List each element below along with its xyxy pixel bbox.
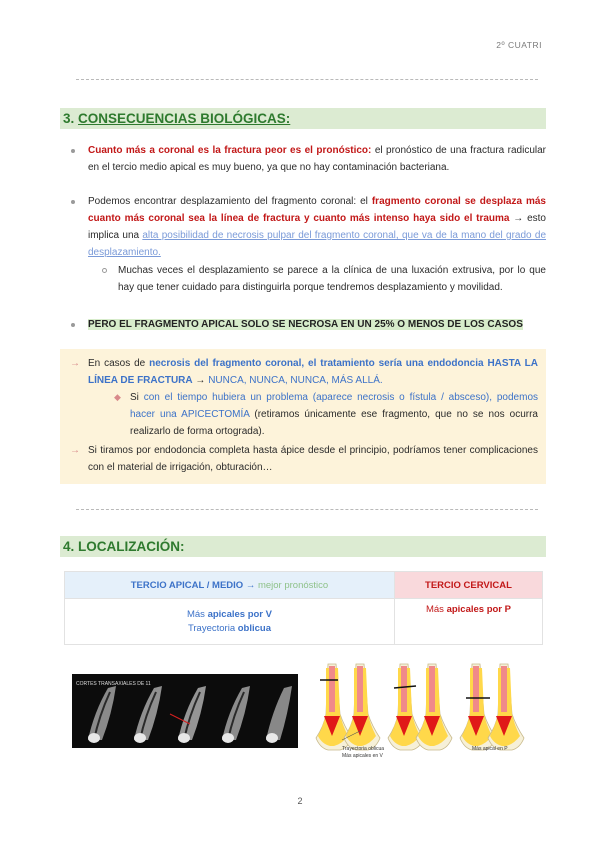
body-text: → esto implica una bbox=[88, 213, 546, 241]
section-title: 4. LOCALIZACIÓN: bbox=[63, 539, 185, 554]
divider bbox=[76, 509, 538, 510]
bullet-item bbox=[88, 316, 546, 333]
table-cell-apical: Más apicales por V Trayectoria oblicua bbox=[65, 599, 395, 645]
teeth-fracture-diagram bbox=[312, 660, 548, 766]
ct-caption: CORTES TRANSAXIALES DE 11 bbox=[76, 681, 151, 687]
bullet-dot-icon bbox=[71, 200, 75, 204]
section-heading-3 bbox=[60, 108, 546, 129]
bullet-dot-icon bbox=[71, 323, 75, 327]
table-cell-cervical: Más apicales por P bbox=[394, 599, 542, 645]
body-text: En casos de bbox=[88, 358, 150, 369]
tooth-icon bbox=[460, 664, 524, 750]
bullet-dot-icon bbox=[71, 149, 75, 153]
highlighted-text: PERO EL FRAGMENTO APICAL SOLO SE NECROSA EN UN 25% O MENOS DE LOS CASOS bbox=[88, 319, 523, 330]
tooth-icon bbox=[388, 664, 452, 750]
diagram-label: Más apical en P bbox=[472, 746, 508, 752]
bold-text: necrosis del fragmento coronal, el tratamiento sería una endodoncia HASTA LA LÍNEA DE FRACTURA bbox=[88, 358, 538, 386]
sub-bullet-item bbox=[118, 262, 546, 296]
blue-text: con el tiempo hubiera un problema (aparece necrosis o fístula / absceso), podemos hacer una APICECTOMÍA bbox=[130, 392, 539, 420]
arrow-icon: → bbox=[70, 445, 80, 456]
body-text: Podemos encontrar desplazamiento del fragmento coronal: el bbox=[88, 196, 372, 207]
bold-text: fragmento coronal se desplaza más cuanto más coronal sea la línea de fractura y cuanto más intenso haya sido el trauma bbox=[88, 196, 546, 224]
bold-text: Cuanto más a coronal es la fractura peor es el pronóstico: bbox=[88, 145, 372, 156]
bullet-item bbox=[88, 142, 546, 176]
blue-text: NUNCA, NUNCA, NUNCA, MÁS ALLÁ. bbox=[208, 375, 383, 386]
table-header-cervical: TERCIO CERVICAL bbox=[394, 572, 542, 599]
diagram-label: Más apicales en V bbox=[342, 753, 383, 759]
bullet-item bbox=[88, 193, 546, 261]
highlight-link-text: alta posibilidad de necrosis pulpar del fragmento coronal, que va de la mano del grado de desplazamiento. bbox=[88, 230, 547, 258]
ct-scan-image bbox=[72, 674, 298, 748]
prognosis-note: mejor pronóstico bbox=[257, 579, 329, 591]
location-table bbox=[64, 571, 543, 645]
arrow-icon: → bbox=[70, 358, 80, 369]
note-item bbox=[70, 355, 538, 389]
section-heading-4 bbox=[60, 536, 546, 557]
body-text: Si bbox=[130, 392, 144, 403]
header-label: 2º CUATRI bbox=[496, 40, 542, 50]
note-item bbox=[70, 442, 538, 476]
diagram-label: Trayectoria oblicua bbox=[342, 746, 385, 752]
section-number: 3. bbox=[63, 111, 75, 126]
body-text: el pronóstico de una fractura radicular en el tercio medio apical es muy bueno, ya que no hay contaminación bacteriana. bbox=[88, 145, 546, 173]
body-text: Muchas veces el desplazamiento se parece a la clínica de una luxación extrusiva, por lo que hay que tener cuidado para distinguirla porque tendremos desplazamiento y movilidad. bbox=[118, 265, 546, 293]
page-number: 2 bbox=[297, 796, 303, 806]
circle-bullet-icon bbox=[102, 268, 107, 273]
table-header-apical: TERCIO APICAL / MEDIO → mejor pronóstico bbox=[65, 572, 395, 599]
arrow-text: → bbox=[192, 375, 209, 386]
body-text: Si tiramos por endodoncia completa hasta ápice desde el principio, podríamos tener complicaciones con el material de irrigación, obturación… bbox=[88, 445, 538, 473]
note-sub-item bbox=[114, 389, 539, 440]
note-box bbox=[60, 349, 546, 484]
diamond-bullet-icon: ◆ bbox=[114, 392, 121, 402]
body-text: (retiramos únicamente ese fragmento, que no se nos ocurra realizarlo de forma ortograda). bbox=[130, 409, 538, 437]
divider bbox=[76, 79, 538, 80]
section-title: CONSECUENCIAS BIOLÓGICAS: bbox=[78, 111, 291, 126]
